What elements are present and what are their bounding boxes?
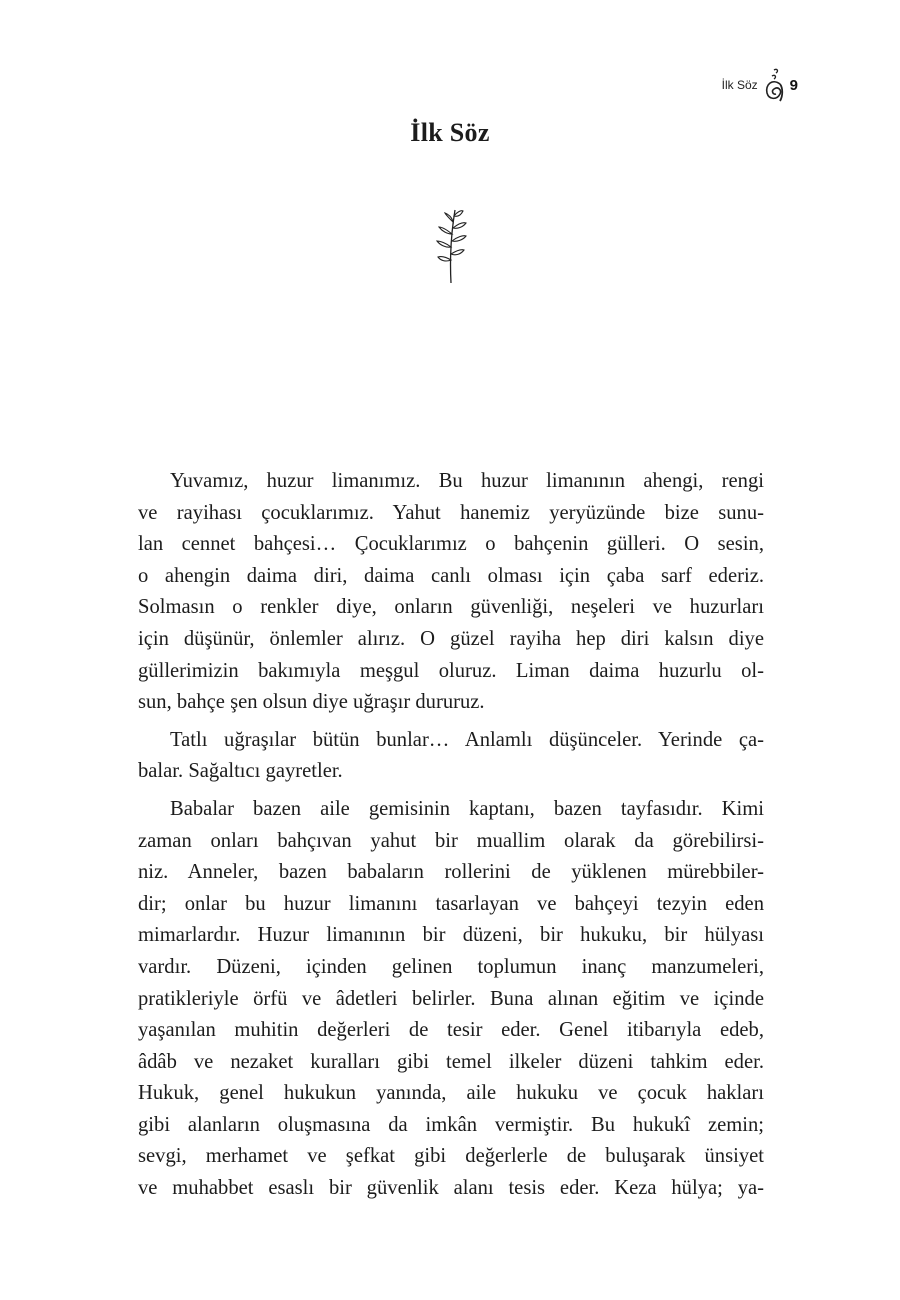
page-number: 9 (789, 76, 798, 94)
running-header (722, 66, 798, 104)
running-header-section: İlk Söz (721, 78, 758, 92)
text-line: o ahengin daima diri, daima canlı olması için çaba sarf ederiz. (138, 564, 764, 587)
text-line: ve rayihası çocuklarımız. Yahut hanemiz yeryüzünde bize sunu- (138, 501, 764, 524)
text-line: gibi alanların oluşmasına da imkân vermiştir. Bu hukukî zemin; (138, 1113, 764, 1136)
text-line: niz. Anneler, bazen babaların rollerini de yüklenen mürebbiler- (138, 861, 764, 884)
text-line: sun, bahçe şen olsun diye uğraşır dururuz. (138, 691, 485, 714)
paragraph-3 (138, 794, 764, 1205)
text-line: Solmasın o renkler diye, onların güvenliği, neşeleri ve huzurları (138, 596, 764, 619)
calligraphic-swirl-icon (762, 66, 786, 104)
text-line: Babalar bazen aile gemisinin kaptanı, bazen tayfasıdır. Kimi (170, 797, 764, 820)
text-line: güllerimizin bakımıyla meşgul oluruz. Liman daima huzurlu ol- (138, 659, 764, 682)
text-line: Hukuk, genel hukukun yanında, aile hukuku ve çocuk hakları (138, 1082, 764, 1105)
text-line: lan cennet bahçesi… Çocuklarımız o bahçenin gülleri. O sesin, (138, 533, 764, 556)
text-line: ve muhabbet esaslı bir güvenlik alanı tesis eder. Keza hülya; ya- (138, 1177, 764, 1200)
chapter-title: İlk Söz (410, 118, 490, 147)
text-line: âdâb ve nezaket kuralları gibi temel ilkeler düzeni tahkim eder. (138, 1050, 764, 1073)
body-text (138, 466, 764, 1211)
text-line: balar. Sağaltıcı gayretler. (138, 760, 343, 783)
text-line: sevgi, merhamet ve şefkat gibi değerlerle de buluşarak ünsiyet (138, 1145, 764, 1168)
text-line: dir; onlar bu huzur limanını tasarlayan ve bahçeyi tezyin eden (138, 892, 764, 915)
text-line: pratikleriyle örfü ve âdetleri belirler. Buna alınan eğitim ve içinde (138, 987, 764, 1010)
paragraph-1 (138, 466, 764, 719)
paragraph-2 (138, 725, 764, 788)
text-line: mimarlardır. Huzur limanının bir düzeni, bir hukuku, bir hülyası (138, 924, 764, 947)
text-line: zaman onları bahçıvan yahut bir muallim olarak da görebilirsi- (138, 829, 764, 852)
text-line: vardır. Düzeni, içinden gelinen toplumun inanç manzumeleri, (138, 955, 764, 978)
text-line: Yuvamız, huzur limanımız. Bu huzur limanının ahengi, rengi (170, 470, 764, 492)
text-line: için düşünür, önlemler alırız. O güzel rayiha hep diri kalsın diye (138, 627, 764, 650)
leaf-sprig-icon (428, 206, 472, 284)
text-line: Tatlı uğraşılar bütün bunlar… Anlamlı düşünceler. Yerinde ça- (170, 728, 764, 751)
text-line: yaşanılan muhitin değerleri de tesir eder. Genel itibarıyla edeb, (138, 1019, 764, 1042)
